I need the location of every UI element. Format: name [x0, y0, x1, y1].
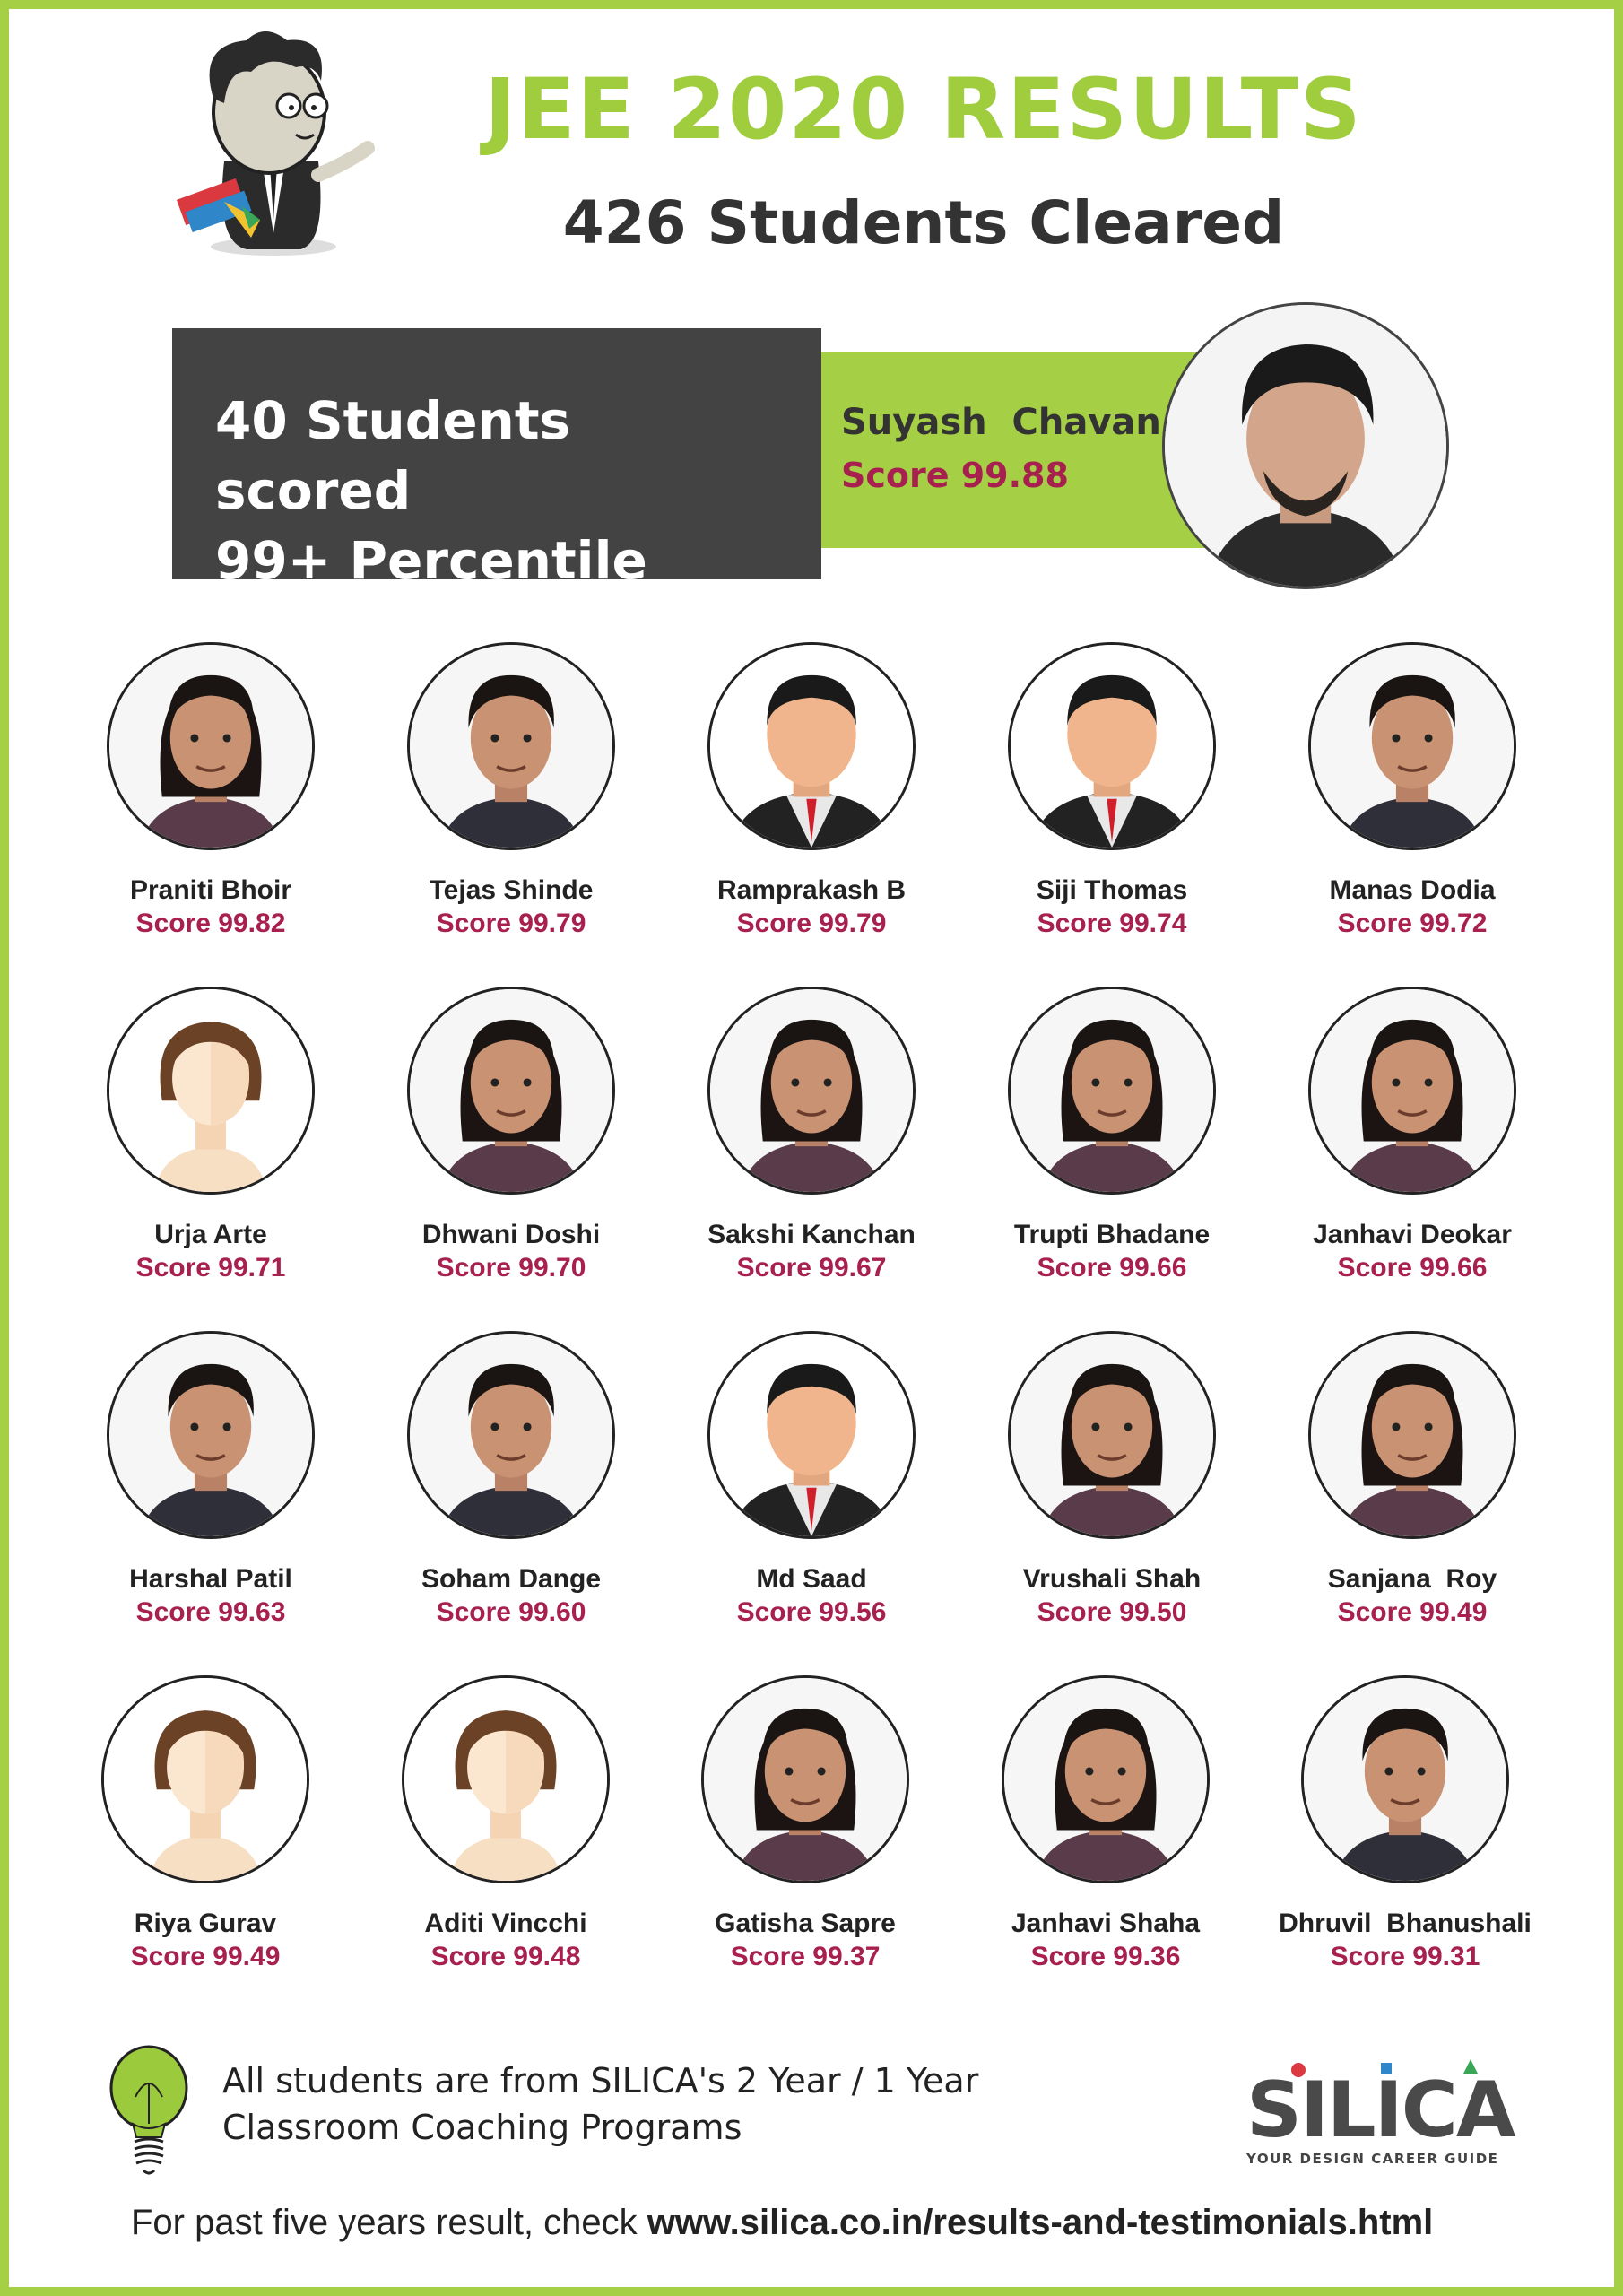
logo-tagline: YOUR DESIGN CAREER GUIDE — [1246, 2151, 1499, 2167]
past-results-text: For past five years result, check — [131, 2203, 647, 2242]
student-photo — [107, 987, 315, 1195]
student-photo — [1308, 642, 1516, 850]
avatar-placeholder-icon — [404, 1678, 607, 1881]
student-score: Score 99.48 — [430, 1942, 581, 1971]
student-photo — [107, 1331, 315, 1539]
student-name: Praniti Bhoir — [129, 875, 291, 905]
results-url-link[interactable]: www.silica.co.in/results-and-testimonials.html — [647, 2203, 1434, 2242]
student-name: Riya Gurav — [134, 1909, 277, 1938]
student-name: Gatisha Sapre — [715, 1909, 896, 1938]
portrait-icon — [410, 645, 612, 848]
portrait-icon — [1311, 645, 1514, 848]
student-score: Score 99.49 — [130, 1942, 281, 1971]
student-name: Vrushali Shah — [1022, 1564, 1202, 1594]
portrait-icon — [109, 645, 312, 848]
silica-logo — [1246, 2054, 1515, 2167]
student-score: Score 99.70 — [436, 1253, 586, 1283]
student-score: Score 99.82 — [135, 909, 286, 938]
student-photo — [701, 1675, 909, 1883]
student-name: Aditi Vincchi — [424, 1909, 587, 1938]
student-score: Score 99.37 — [730, 1942, 881, 1971]
student-photo — [707, 1331, 916, 1539]
student-photo — [407, 1331, 615, 1539]
student-name: Janhavi Deokar — [1313, 1220, 1512, 1249]
student-score: Score 99.66 — [1037, 1253, 1187, 1283]
student-name: Trupti Bhadane — [1013, 1220, 1211, 1249]
avatar-placeholder-icon — [104, 1678, 307, 1881]
student-name: Dhruvil Bhanushali — [1279, 1909, 1532, 1938]
student-photo — [407, 987, 615, 1195]
student-name: Sanjana Roy — [1327, 1564, 1497, 1594]
student-photo — [402, 1675, 610, 1883]
portrait-icon — [109, 1334, 312, 1536]
student-score: Score 99.71 — [135, 1253, 286, 1283]
student-score: Score 99.49 — [1337, 1597, 1488, 1627]
mascot-illustration — [161, 27, 386, 260]
logo-wordmark: SILICA — [1246, 2066, 1515, 2155]
student-name: Siji Thomas — [1036, 875, 1188, 905]
portrait-icon — [1304, 1678, 1506, 1881]
portrait-icon — [1011, 989, 1213, 1192]
student-photo — [1301, 1675, 1509, 1883]
portrait-icon — [410, 989, 612, 1192]
avatar-placeholder-icon — [710, 645, 913, 848]
student-score: Score 99.72 — [1337, 909, 1488, 938]
student-score: Score 99.31 — [1330, 1942, 1480, 1971]
topper-score: Score 99.88 — [841, 456, 1069, 495]
topper-portrait-icon — [1165, 305, 1446, 587]
topper-name: Suyash Chavan — [841, 402, 1161, 443]
lightbulb-icon — [104, 2043, 194, 2178]
student-photo — [107, 642, 315, 850]
coaching-note-line-2: Classroom Coaching Programs — [222, 2108, 742, 2147]
coaching-note-line-1: All students are from SILICA's 2 Year / 1 Year — [222, 2061, 979, 2100]
student-score: Score 99.50 — [1037, 1597, 1187, 1627]
student-name: Dhwani Doshi — [421, 1220, 601, 1249]
student-photo — [1008, 642, 1216, 850]
student-score: Score 99.56 — [736, 1597, 887, 1627]
avatar-placeholder-icon — [1011, 645, 1213, 848]
portrait-icon — [704, 1678, 907, 1881]
student-score: Score 99.36 — [1030, 1942, 1181, 1971]
student-photo — [707, 987, 916, 1195]
student-name: Manas Dodia — [1329, 875, 1496, 905]
student-photo — [1002, 1675, 1210, 1883]
student-photo — [1308, 987, 1516, 1195]
past-results-line — [131, 2203, 1433, 2243]
portrait-icon — [1311, 989, 1514, 1192]
student-score: Score 99.67 — [736, 1253, 887, 1283]
portrait-icon — [410, 1334, 612, 1536]
student-name: Urja Arte — [154, 1220, 267, 1249]
page-title: JEE 2020 RESULTS — [484, 61, 1363, 159]
portrait-icon — [1011, 1334, 1213, 1536]
student-score: Score 99.79 — [436, 909, 586, 938]
page-subtitle: 426 Students Cleared — [562, 188, 1285, 257]
portrait-icon — [1311, 1334, 1514, 1536]
student-score: Score 99.79 — [736, 909, 887, 938]
student-score: Score 99.60 — [436, 1597, 586, 1627]
student-name: Ramprakash B — [716, 875, 907, 905]
coaching-note — [222, 2057, 978, 2151]
percentile-banner — [172, 328, 821, 591]
student-score: Score 99.63 — [135, 1597, 286, 1627]
student-name: Janhavi Shaha — [1011, 1909, 1201, 1938]
student-photo — [101, 1675, 309, 1883]
student-name: Sakshi Kanchan — [707, 1220, 916, 1249]
student-name: Harshal Patil — [129, 1564, 292, 1594]
topper-photo — [1162, 302, 1449, 589]
avatar-placeholder-icon — [109, 989, 312, 1192]
avatar-placeholder-icon — [710, 1334, 913, 1536]
portrait-icon — [1004, 1678, 1207, 1881]
student-score: Score 99.74 — [1037, 909, 1187, 938]
banner-line-1: 40 Students scored — [215, 390, 571, 521]
student-photo — [407, 642, 615, 850]
student-score: Score 99.66 — [1337, 1253, 1488, 1283]
student-photo — [1008, 1331, 1216, 1539]
student-photo — [1008, 987, 1216, 1195]
student-name: Tejas Shinde — [429, 875, 594, 905]
student-photo — [1308, 1331, 1516, 1539]
student-photo — [707, 642, 916, 850]
student-name: Soham Dange — [421, 1564, 602, 1594]
student-name: Md Saad — [756, 1564, 867, 1594]
banner-line-2: 99+ Percentile — [215, 530, 647, 591]
portrait-icon — [710, 989, 913, 1192]
